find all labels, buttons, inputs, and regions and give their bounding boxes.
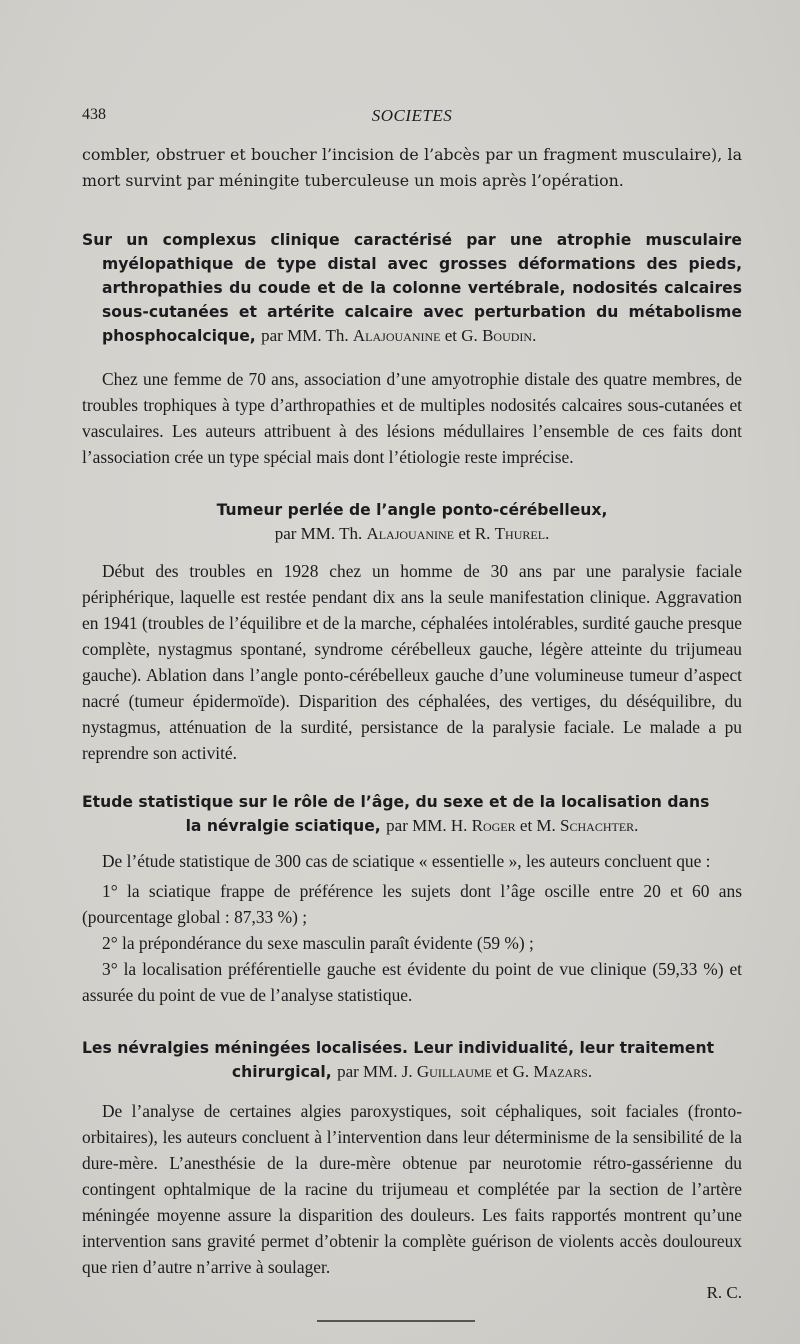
authors-join: et M. <box>519 816 556 835</box>
section-2-authors <box>82 522 742 546</box>
author-name: Alajouanine <box>352 326 441 345</box>
author-name: Thurel <box>494 524 546 543</box>
page-header <box>82 100 742 134</box>
author-name: Mazars <box>533 1062 588 1081</box>
running-head: SOCIETES <box>371 106 453 125</box>
opening-paragraph: combler, obstruer et boucher l’incision de l’abcès par un fragment musculaire), la mort survint par méningite tuberculeuse un mois après l’opération. <box>82 145 742 190</box>
authors-suffix: . <box>532 326 537 345</box>
section-3-title: Etude statistique sur le rôle de l’âge, du sexe et de la localisation dans <box>82 793 710 811</box>
authors-prefix: par MM. Th. <box>261 326 349 345</box>
section-3 <box>82 790 742 1008</box>
end-rule-divider <box>317 1320 475 1322</box>
section-1-authors <box>261 326 536 345</box>
page-number: 438 <box>82 106 106 123</box>
authors-prefix: par MM. H. <box>386 816 468 835</box>
section-2 <box>82 498 742 766</box>
authors-suffix: . <box>545 524 550 543</box>
authors-join: et R. <box>458 524 491 543</box>
author-name: Boudin <box>482 326 533 345</box>
authors-join: et G. <box>496 1062 530 1081</box>
section-4 <box>82 1036 742 1322</box>
page-content <box>82 100 742 1322</box>
author-name: Guillaume <box>416 1062 492 1081</box>
section-3-title-line2: la névralgie sciatique, <box>185 817 381 835</box>
section-1-body: Chez une femme de 70 ans, association d’une amyotrophie distale des quatre membres, de troubles trophiques à type d’arthropathies et de multiples nodosités calcaires sous-cutanées et vasculaires. Les auteurs attribuent à des lésions médullaires l’ensemble de ces faits dont l’association crée un type spécial mais dont l’étiologie reste imprécise. <box>82 369 742 467</box>
authors-suffix: . <box>587 1062 593 1081</box>
section-3-title-continued <box>82 814 742 838</box>
list-item: 3° la localisation préférentielle gauche est évidente du point de vue clinique (59,33 %) et assurée du point de vue de l’analyse statistique. <box>82 959 742 1005</box>
signature: R. C. <box>706 1283 742 1302</box>
section-3-intro: De l’étude statistique de 300 cas de sciatique « essentielle », les auteurs concluent que : <box>102 851 711 871</box>
author-name: Schachter <box>560 816 635 835</box>
section-2-body: Début des troubles en 1928 chez un homme de 30 ans par une paralysie faciale périphérique, laquelle est restée pendant dix ans la seule manifestation clinique. Aggravation en 1941 (troubles de l’équilibre et de la marche, céphalées intolérables, surdité gauche presque complète, nystagmus spontané, syndrome cérébelleux gauche, légère atteinte du trijumeau gauche). Ablation dans l’angle ponto-cérébelleux gauche d’une volumineuse tumeur d’aspect nacré (tumeur épidermoïde). Disparition des céphalées, des vertiges, du déséquilibre, du nystagmus, atténuation de la surdité, persistance de la paralysie faciale. Le malade a pu reprendre son activité. <box>82 561 742 763</box>
section-1-heading <box>82 228 742 348</box>
section-4-title-continued <box>82 1060 742 1084</box>
authors-prefix: par MM. Th. <box>274 524 363 543</box>
section-4-title-line2: chirurgical, <box>231 1063 332 1081</box>
section-4-body: De l’analyse de certaines algies paroxystiques, soit céphaliques, soit faciales (fronto-orbitaires), les auteurs concluent à l’intervention dans leur déterminisme de la sensibilité de la dure-mère. L’anesthésie de la dure-mère obtenue par neurotomie rétro-gassérienne du contingent ophtalmique de la racine du trijumeau et complétée par la section de l’artère méningée moyenne assure la disparition des douleurs. Les faits rapportés montrent qu’une intervention sans gravité permet d’obtenir la complète guérison de violents accès douloureux que rien d’autre n’arrive à soulager. <box>82 1101 742 1277</box>
list-item: 1° la sciatique frappe de préférence les sujets dont l’âge oscille entre 20 et 60 ans (pourcentage global : 87,33 %) ; <box>82 881 742 927</box>
section-4-title: Les névralgies méningées localisées. Leur individualité, leur traitement <box>82 1039 715 1057</box>
author-name: Alajouanine <box>366 524 455 543</box>
section-1 <box>82 228 742 470</box>
authors-join: et G. <box>444 326 478 345</box>
section-2-title: Tumeur perlée de l’angle ponto-cérébelleux, <box>216 501 608 519</box>
authors-suffix: . <box>634 816 639 835</box>
authors-prefix: par MM. J. <box>337 1062 413 1081</box>
author-name: Roger <box>471 816 516 835</box>
list-item: 2° la prépondérance du sexe masculin paraît évidente (59 %) ; <box>102 933 534 953</box>
section-1-title: Sur un complexus clinique caractérisé par une atrophie musculaire myélopathique de type distal avec grosses déformations des pieds, arthropathies du coude et de la colonne vertébrale, nodosités calcaires sous-cutanées et artérite calcaire avec perturbation du métabolisme phosphocalcique, <box>82 231 742 345</box>
